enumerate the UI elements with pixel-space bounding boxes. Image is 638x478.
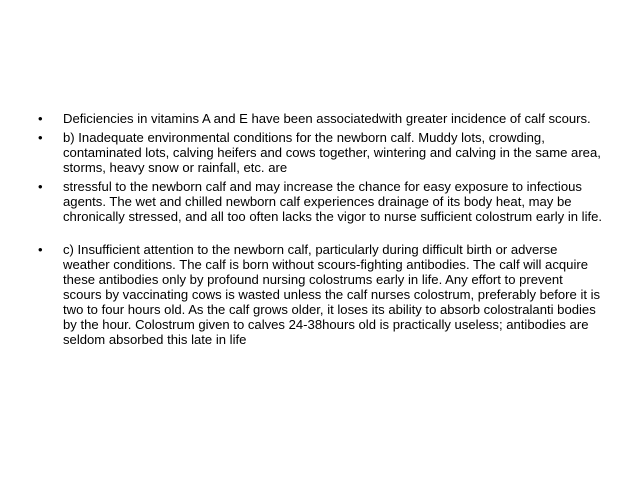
bullet-icon: • bbox=[38, 130, 43, 145]
bullet-list bbox=[38, 111, 603, 351]
bullet-text: Deficiencies in vitamins A and E have been associatedwith greater incidence of calf scours. bbox=[63, 111, 591, 126]
bullet-item-insufficient-attention bbox=[38, 242, 603, 347]
bullet-icon: • bbox=[38, 179, 43, 194]
bullet-icon: • bbox=[38, 242, 43, 257]
bullet-item-environmental-conditions bbox=[38, 130, 603, 175]
bullet-text: b) Inadequate environmental conditions for the newborn calf. Muddy lots, crowding, contaminated lots, calving heifers and cows together, wintering and calving in the same area, storms, heavy snow or rainfall, etc. are bbox=[63, 130, 601, 175]
bullet-item-vitamins bbox=[38, 111, 603, 126]
bullet-item-stressful bbox=[38, 179, 603, 224]
bullet-text: c) Insufficient attention to the newborn calf, particularly during difficult birth or adverse weather conditions. The calf is born without scours-fighting antibodies. The calf will acquire these antibodies only by profound nursing colostrums early in life. Any effort to prevent scours by vaccinating cows is wasted unless the calf nurses colostrum, preferably before it is two to four hours old. As the calf grows older, it loses its ability to absorb colostralanti bodies by the hour. Colostrum given to calves 24-38hours old is practically useless; antibodies are seldom absorbed this late in life bbox=[63, 242, 601, 347]
bullet-text: stressful to the newborn calf and may increase the chance for easy exposure to infectious agents. The wet and chilled newborn calf experiences drainage of its body heat, may be chronically stressed, and all too often lacks the vigor to nurse sufficient colostrum early in life. bbox=[63, 179, 603, 224]
bullet-icon: • bbox=[38, 111, 43, 126]
